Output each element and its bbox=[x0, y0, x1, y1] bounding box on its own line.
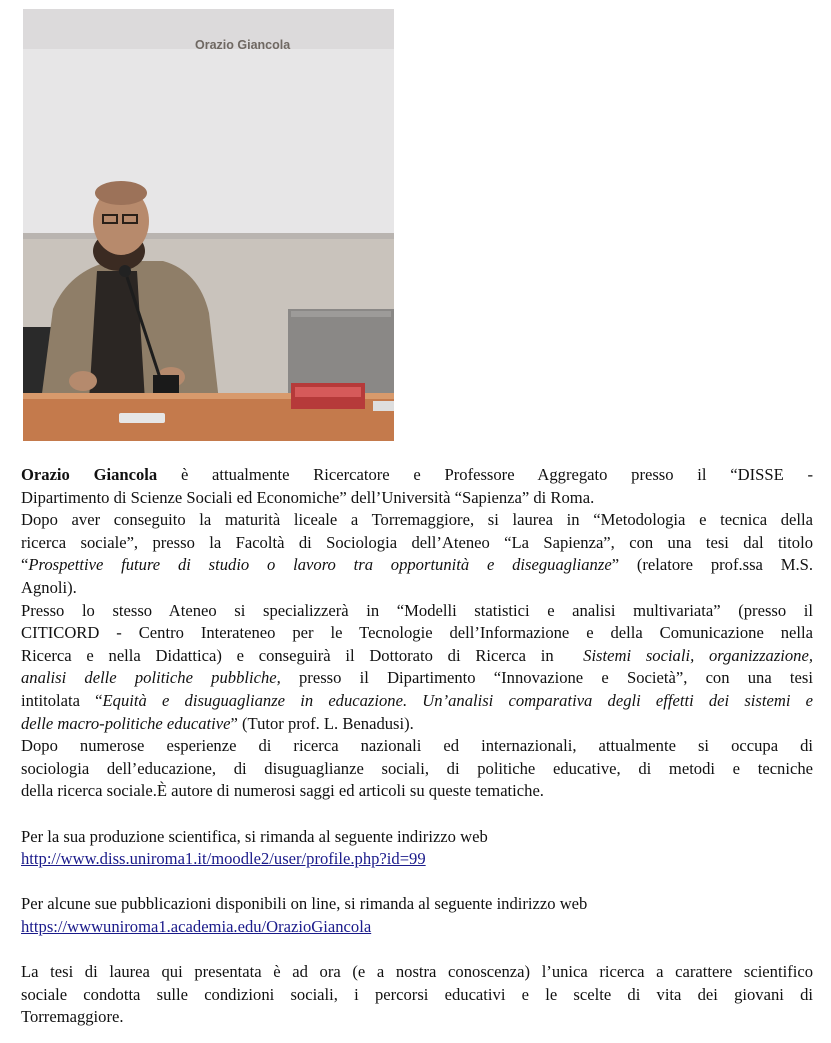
bio-line: delle macro-politiche educative” (Tutor prof. L. Benadusi). bbox=[21, 713, 414, 733]
bio-line: Dipartimento di Scienze Sociali ed Economiche” dell’Università “Sapienza” di Roma. bbox=[21, 487, 595, 507]
bio-line: “Prospettive future di studio o lavoro tra opportunità e diseguaglianze” (relatore prof.ssa M.S. bbox=[21, 555, 813, 575]
bio-line: intitolata “Equità e disuguaglianze in educazione. Un’analisi comparativa degli effetti dei sistemi e bbox=[21, 690, 813, 710]
publications-link[interactable]: https://wwwuniroma1.academia.edu/OrazioGiancola bbox=[21, 916, 372, 936]
bio-line: sociologia dell’educazione, di disuguaglianze sociali, di politiche educative, di metodi e tecniche bbox=[21, 758, 813, 778]
production-intro: Per la sua produzione scientifica, si rimanda al seguente indirizzo web bbox=[21, 826, 488, 846]
speaker-photo bbox=[23, 9, 394, 441]
bio-line: Orazio Giancola è attualmente Ricercatore e Professore Aggregato presso il “DISSE - bbox=[21, 465, 813, 484]
bio-line: analisi delle politiche pubbliche, presso il Dipartimento “Innovazione e Società”, con una tesi bbox=[21, 668, 813, 688]
bio-line: Ricerca e nella Didattica) e conseguirà il Dottorato di Ricerca in Sistemi sociali, organizzazione, bbox=[21, 645, 813, 665]
bio-line: della ricerca sociale.È autore di numerosi saggi ed articoli su queste tematiche. bbox=[21, 781, 544, 801]
speaker-photo-illustration bbox=[23, 9, 394, 441]
publications-intro: Per alcune sue pubblicazioni disponibili on line, si rimanda al seguente indirizzo web bbox=[21, 894, 588, 914]
thesis-title: Prospettive future di studio o lavoro tra opportunità e diseguaglianze bbox=[28, 555, 612, 575]
biography-text bbox=[21, 464, 813, 1029]
closing-line: Torremaggiore. bbox=[21, 1007, 124, 1027]
bio-line: Agnoli). bbox=[21, 577, 77, 597]
bio-line: Dopo aver conseguito la maturità liceale a Torremaggiore, si laurea in “Metodologia e tecnica della bbox=[21, 510, 813, 530]
closing-line: La tesi di laurea qui presentata è ad ora (e a nostra conoscenza) l’unica ricerca a carattere scientifico bbox=[21, 962, 813, 982]
bio-line: CITICORD - Centro Interateneo per le Tecnologie dell’Informazione e della Comunicazione nella bbox=[21, 623, 813, 643]
phd-thesis-title: Equità e disuguaglianze in educazione. Un’analisi comparativa degli effetti dei sistemi e bbox=[102, 690, 813, 710]
person-name: Orazio Giancola bbox=[21, 465, 158, 484]
doctorate-title: Sistemi sociali, organizzazione, bbox=[583, 645, 813, 665]
closing-line: sociale condotta sulle condizioni sociali, i percorsi educativi e le scelte di vita dei giovani di bbox=[21, 984, 813, 1004]
bio-line: ricerca sociale”, presso la Facoltà di Sociologia dell’Ateneo “La Sapienza”, con una tesi dal titolo bbox=[21, 532, 813, 552]
bio-line: Dopo numerose esperienze di ricerca nazionali ed internazionali, attualmente si occupa di bbox=[21, 736, 813, 756]
bio-line: Presso lo stesso Ateneo si specializzerà in “Modelli statistici e analisi multivariata” (presso il bbox=[21, 600, 813, 620]
production-link[interactable]: http://www.diss.uniroma1.it/moodle2/user/profile.php?id=99 bbox=[21, 849, 426, 869]
slide-title-text: Orazio Giancola bbox=[195, 38, 291, 52]
